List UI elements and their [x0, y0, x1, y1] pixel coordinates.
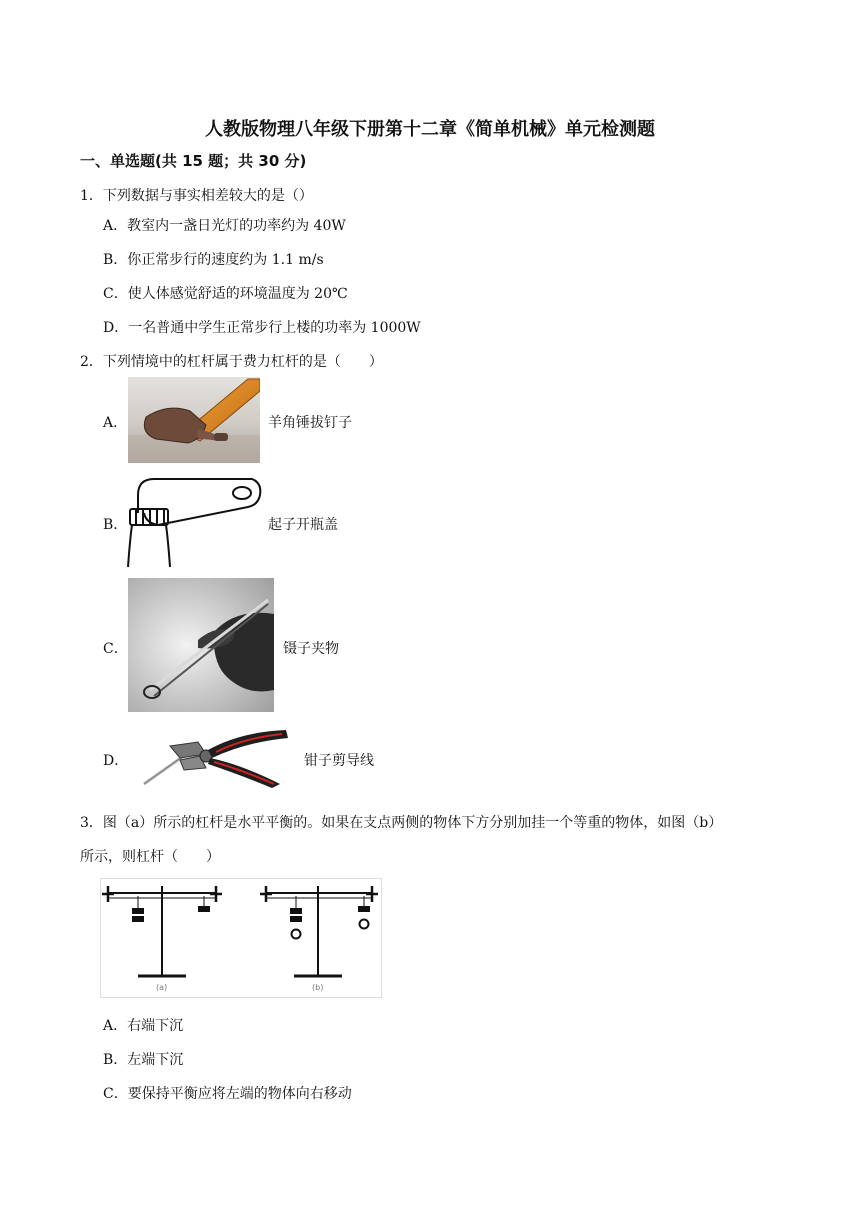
question-2-option-c-caption: 镊子夹物: [283, 641, 339, 657]
lever-balance-figure: [100, 878, 382, 998]
figure-b-label: (b): [312, 983, 324, 992]
bottle-opener-drawing-icon: [124, 473, 264, 569]
question-3-stem-line-1: 3．图（a）所示的杠杆是水平平衡的。如果在支点两侧的物体下方分别加挂一个等重的物体，如图（b）: [80, 815, 723, 831]
question-2-option-a-letter: A．: [103, 415, 128, 431]
question-2-option-a-caption: 羊角锤拔钉子: [268, 415, 352, 431]
tweezers-photo-icon: [128, 578, 274, 712]
question-2-option-d-caption: 钳子剪导线: [304, 753, 374, 769]
question-3-option-a: A．右端下沉: [103, 1018, 184, 1034]
page-title: 人教版物理八年级下册第十二章《简单机械》单元检测题: [205, 119, 655, 140]
pliers-photo-icon: [140, 724, 290, 788]
question-3-stem-line-2: 所示，则杠杆（ ）: [80, 849, 220, 865]
question-3-option-b: B．左端下沉: [103, 1052, 184, 1068]
figure-a-label: (a): [156, 983, 168, 992]
section-heading: 一、单选题(共 15 题；共 30 分): [80, 152, 307, 170]
claw-hammer-photo-icon: [128, 377, 260, 463]
question-1-option-a: A．教室内一盏日光灯的功率约为 40W: [103, 218, 346, 234]
question-1-option-c: C．使人体感觉舒适的环境温度为 20℃: [103, 286, 348, 302]
question-3-option-c: C．要保持平衡应将左端的物体向右移动: [103, 1086, 352, 1102]
question-1-stem: 1．下列数据与事实相差较大的是（）: [80, 188, 313, 204]
question-2-option-d-letter: D．: [103, 753, 129, 769]
question-1-option-d: D．一名普通中学生正常步行上楼的功率为 1000W: [103, 320, 421, 336]
question-1-option-b: B．你正常步行的速度约为 1.1 m/s: [103, 252, 324, 268]
question-2-option-b-letter: B．: [103, 517, 128, 533]
question-2-stem: 2．下列情境中的杠杆属于费力杠杆的是（ ）: [80, 354, 383, 370]
question-2-option-c-letter: C．: [103, 641, 128, 657]
question-2-option-b-caption: 起子开瓶盖: [268, 517, 338, 533]
